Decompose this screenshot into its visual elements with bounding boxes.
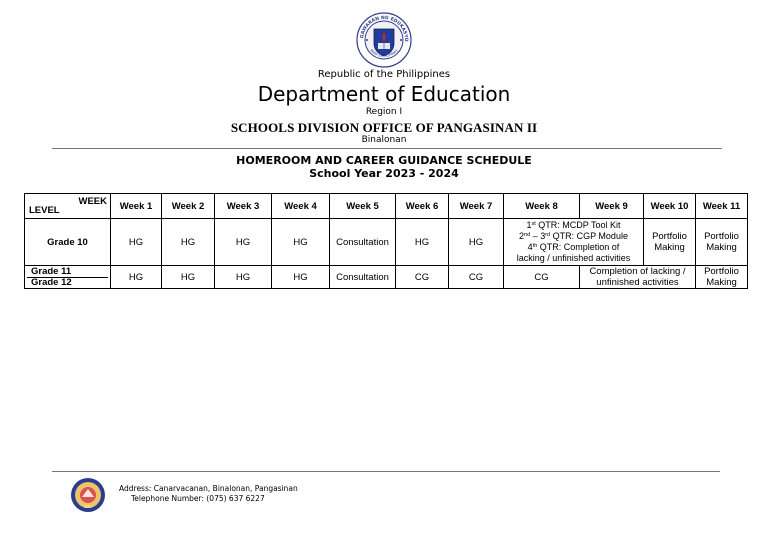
week-header: Week 2 bbox=[162, 194, 215, 219]
department-title: Department of Education bbox=[257, 82, 511, 106]
table-row-grade11-12 bbox=[25, 266, 748, 289]
schedule-cell: Completion of lacking / unfinished activities bbox=[580, 266, 696, 289]
schedule-cell: CG bbox=[449, 266, 504, 289]
week-header: Week 1 bbox=[111, 194, 162, 219]
deped-seal-logo bbox=[356, 12, 412, 68]
schedule-cell: CG bbox=[504, 266, 580, 289]
schedule-cell: HG bbox=[111, 219, 162, 266]
corner-week-label: WEEK bbox=[78, 196, 107, 207]
seal-text-bottom: PARA SA PILIPINAS bbox=[369, 48, 399, 58]
schedule-cell: HG bbox=[162, 219, 215, 266]
schedule-cell: HG bbox=[215, 219, 272, 266]
sdo-seal-logo bbox=[70, 477, 106, 513]
schedule-cell: Consultation bbox=[330, 219, 396, 266]
week-header: Week 6 bbox=[396, 194, 449, 219]
week-header: Week 4 bbox=[272, 194, 330, 219]
grade-label-pair bbox=[25, 266, 111, 289]
grade-label: Grade 12 bbox=[27, 277, 108, 288]
week-header: Week 3 bbox=[215, 194, 272, 219]
schedule-cell: HG bbox=[215, 266, 272, 289]
region-line: Region I bbox=[365, 107, 403, 117]
schedule-cell: HG bbox=[396, 219, 449, 266]
week-header: Week 9 bbox=[580, 194, 644, 219]
grade-label: Grade 11 bbox=[31, 265, 72, 277]
schedule-cell: Portfolio Making bbox=[696, 219, 748, 266]
week-header: Week 5 bbox=[330, 194, 396, 219]
schedule-cell: HG bbox=[111, 266, 162, 289]
republic-line: Republic of the Philippines bbox=[317, 69, 451, 80]
schedule-cell: Portfolio Making bbox=[644, 219, 696, 266]
schedule-cell: HG bbox=[272, 219, 330, 266]
town-line: Binalonan bbox=[361, 135, 407, 145]
schedule-table bbox=[24, 193, 748, 289]
schedule-title: HOMEROOM AND CAREER GUIDANCE SCHEDULE bbox=[236, 154, 532, 167]
schedule-cell: Consultation bbox=[330, 266, 396, 289]
footer-divider bbox=[52, 471, 720, 472]
footer-contact bbox=[119, 484, 298, 504]
schedule-cell: Portfolio Making bbox=[696, 266, 748, 289]
schedule-cell: HG bbox=[449, 219, 504, 266]
schedule-cell: HG bbox=[162, 266, 215, 289]
week-header: Week 7 bbox=[449, 194, 504, 219]
sdo-seal-text: SDO bbox=[84, 505, 92, 509]
header-divider bbox=[52, 148, 722, 149]
seal-text-top: GAWARAN NG EDUKASYO bbox=[360, 15, 409, 42]
division-office-line: SCHOOLS DIVISION OFFICE OF PANGASINAN II bbox=[230, 120, 538, 135]
week-header: Week 8 bbox=[504, 194, 580, 219]
school-year-title: School Year 2023 - 2024 bbox=[309, 167, 459, 180]
quarter-activities-cell: 1st QTR: MCDP Tool Kit 2nd – 3rd QTR: CGP Module 4th QTR: Completion of lacking / unfinished activities bbox=[504, 219, 644, 266]
footer-address: Address: Canarvacanan, Binalonan, Pangasinan bbox=[119, 484, 298, 493]
schedule-cell: HG bbox=[272, 266, 330, 289]
corner-level-label: LEVEL bbox=[29, 205, 60, 216]
table-row-grade10 bbox=[25, 219, 748, 266]
schedule-cell: CG bbox=[396, 266, 449, 289]
table-header-row bbox=[25, 194, 748, 219]
footer-telephone: Telephone Number: (075) 637 6227 bbox=[131, 494, 265, 503]
week-header: Week 11 bbox=[696, 194, 748, 219]
week-level-corner bbox=[25, 194, 111, 219]
grade-label: Grade 10 bbox=[25, 219, 111, 266]
week-header: Week 10 bbox=[644, 194, 696, 219]
